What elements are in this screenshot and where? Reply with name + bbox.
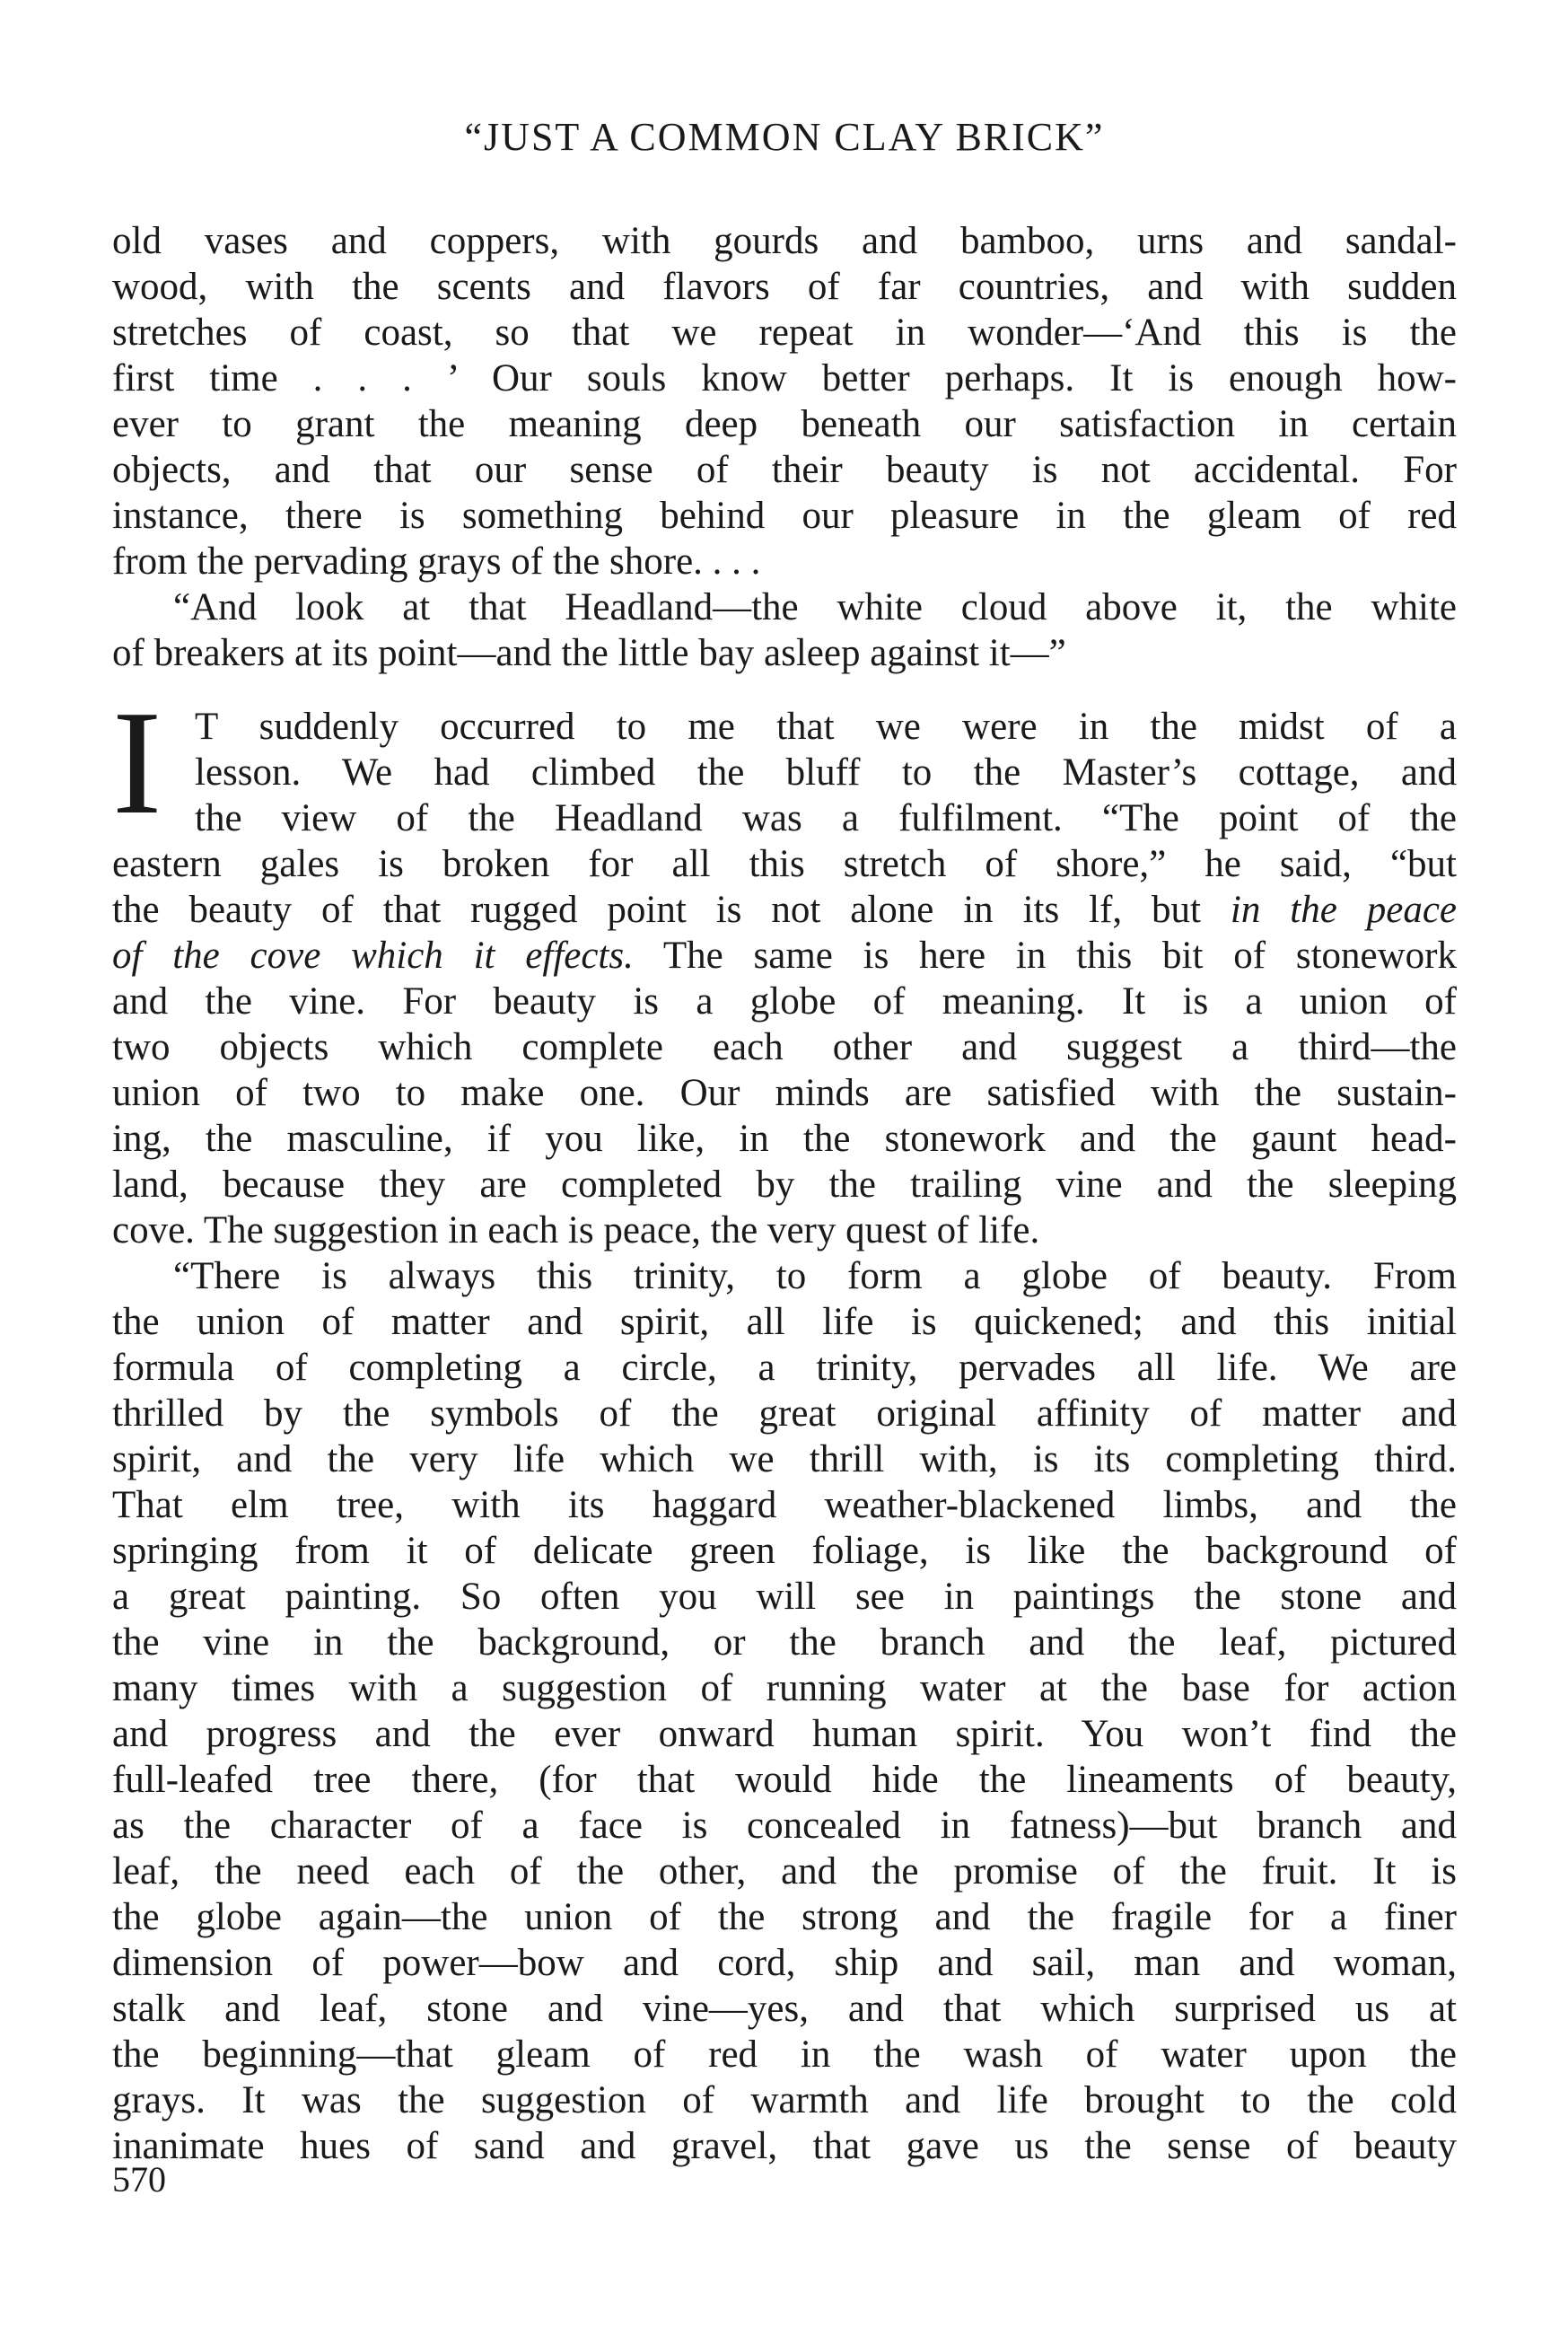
text-line: full-leafed tree there, (for that would hide the lineaments of beauty, <box>112 1759 1457 1801</box>
text-line: cove. The suggestion in each is peace, the very quest of life. <box>112 1209 1040 1251</box>
page-number: 570 <box>112 2159 166 2200</box>
running-title: “JUST A COMMON CLAY BRICK” <box>464 115 1105 159</box>
text-line: stalk and leaf, stone and vine—yes, and that which surprised us at <box>112 1988 1457 2030</box>
text-line: dimension of power—bow and cord, ship and sail, man and woman, <box>112 1942 1457 1984</box>
text-line: first time . . . ’ Our souls know better perhaps. It is enough how- <box>112 357 1457 400</box>
text-line: lesson. We had climbed the bluff to the Master’s cottage, and <box>195 751 1457 794</box>
text-line: grays. It was the suggestion of warmth and life brought to the cold <box>112 2079 1457 2121</box>
text-line: the vine in the background, or the branch and the leaf, pictured <box>112 1621 1457 1664</box>
text-line: formula of completing a circle, a trinity, pervades all life. We are <box>112 1347 1457 1389</box>
text-line: spirit, and the very life which we thrill with, is its completing third. <box>112 1438 1457 1480</box>
text-line <box>112 933 1457 979</box>
line-text: the beauty of that rugged point is not alone in its lf, but <box>112 889 1231 931</box>
text-line: from the pervading grays of the shore. . . . <box>112 540 761 583</box>
first-word-rest: T <box>195 706 218 748</box>
text-line: stretches of coast, so that we repeat in wonder—‘And this is the <box>112 312 1457 354</box>
text-line: eastern gales is broken for all this stretch of shore,” he said, “but <box>112 843 1457 885</box>
text-line: a great painting. So often you will see in paintings the stone and <box>112 1576 1457 1618</box>
text-line: the globe again—the union of the strong and the fragile for a finer <box>112 1896 1457 1938</box>
text-line: old vases and coppers, with gourds and bamboo, urns and sandal- <box>112 220 1457 262</box>
text-line <box>195 704 1457 751</box>
text-line: ing, the masculine, if you like, in the stonework and the gaunt head- <box>112 1118 1457 1160</box>
text-line: the view of the Headland was a fulfilment. “The point of the <box>195 797 1457 839</box>
text-line: “And look at that Headland—the white cloud above it, the white <box>173 586 1457 628</box>
text-line: land, because they are completed by the trailing vine and the sleeping <box>112 1164 1457 1206</box>
text-line: “There is always this trinity, to form a globe of beauty. From <box>173 1255 1457 1297</box>
text-line: the beginning—that gleam of red in the wash of water upon the <box>112 2033 1457 2076</box>
text-line: union of two to make one. Our minds are satisfied with the sustain- <box>112 1072 1457 1114</box>
text-line: as the character of a face is concealed in fatness)—but branch and <box>112 1805 1457 1847</box>
text-line: thrilled by the symbols of the great original affinity of matter and <box>112 1392 1457 1435</box>
text-line: and the vine. For beauty is a globe of meaning. It is a union of <box>112 980 1457 1023</box>
text-line: That elm tree, with its haggard weather-blackened limbs, and the <box>112 1484 1457 1526</box>
text-line: objects, and that our sense of their beauty is not accidental. For <box>112 449 1457 491</box>
text-line: and progress and the ever onward human spirit. You won’t find the <box>112 1713 1457 1755</box>
text-line: instance, there is something behind our pleasure in the gleam of red <box>112 495 1457 537</box>
drop-cap: I <box>112 680 162 845</box>
text-line: wood, with the scents and flavors of far countries, and with sudden <box>112 266 1457 308</box>
italic-text: of the cove which it effects. <box>112 935 634 977</box>
line-text: The same is here in this bit of stonework <box>633 935 1457 977</box>
text-line: of breakers at its point—and the little bay asleep against it—” <box>112 632 1066 674</box>
text-line: two objects which complete each other and suggest a third—the <box>112 1026 1457 1068</box>
text-line: springing from it of delicate green foliage, is like the background of <box>112 1530 1457 1572</box>
text-line: ever to grant the meaning deep beneath our satisfaction in certain <box>112 403 1457 445</box>
text-line: many times with a suggestion of running water at the base for action <box>112 1667 1457 1709</box>
text-line <box>112 887 1457 934</box>
text-line: the union of matter and spirit, all life is quickened; and this initial <box>112 1301 1457 1343</box>
text-line: leaf, the need each of the other, and the promise of the fruit. It is <box>112 1850 1457 1893</box>
italic-text: in the peace <box>1230 889 1457 931</box>
text-line: inanimate hues of sand and gravel, that gave us the sense of beauty <box>112 2125 1457 2167</box>
line-text: suddenly occurred to me that we were in the midst of a <box>217 706 1457 748</box>
book-page <box>112 0 1457 2336</box>
